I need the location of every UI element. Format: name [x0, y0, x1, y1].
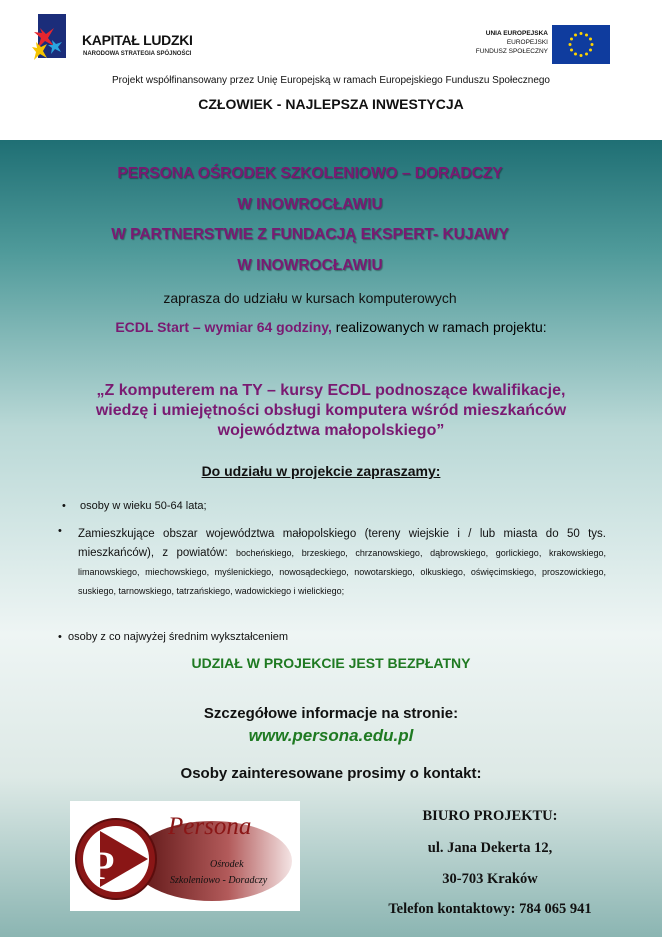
header — [0, 0, 662, 140]
svg-text:P: P — [90, 843, 115, 888]
org-line-3: W PARTNERSTWIE Z FUNDACJĄ EKSPERT- KUJAWY — [111, 226, 509, 243]
invite-heading: Do udziału w projekcie zapraszamy: — [201, 463, 441, 479]
ecdl-rest: realizowanych w ramach projektu: — [331, 319, 547, 335]
ecdl-highlight: ECDL Start – wymiar 64 godziny, — [115, 319, 332, 335]
ecdl-line — [0, 319, 662, 335]
eu-label-line3: FUNDUSZ SPOŁECZNY — [475, 48, 548, 55]
cofinance-note: Projekt współfinansowany przez Unię Europejską w ramach Europejskiego Funduszu Społecznego — [111, 75, 550, 86]
bullet-education — [58, 631, 289, 643]
bullet-age-text: osoby w wieku 50-64 lata; — [80, 500, 207, 512]
bullet-dot-icon: • — [58, 525, 62, 537]
project-title-line-2: wiedzę i umiejętności obsługi komputera wśród mieszkańców — [95, 402, 567, 419]
kapital-ludzki-logo-icon — [32, 14, 66, 62]
bullet-residence-counties: bocheńskiego, brzeskiego, chrzanowskiego, dąbrowskiego, gorlickiego, krakowskiego, limanowskiego, miechowskiego, myślenickiego, nowosądeckiego, nowotarskiego, olkuskiego, oświęcimskiego, proszowickiego, suskiego, tarnowskiego, tatrzańskiego, wadowickiego i wielickiego; — [78, 548, 607, 596]
persona-logo — [70, 801, 300, 911]
kapital-ludzki-title: KAPITAŁ LUDZKI — [82, 32, 193, 48]
bullet-age — [62, 500, 207, 512]
persona-logo-sub1: Ośrodek — [210, 859, 244, 870]
bullet-residence-text: Zamieszkujące obszar województwa małopolskiego (tereny wiejskie i / lub miasta do 50 tys. mieszkańców), z powiatów: — [78, 528, 606, 559]
bullet-dot-icon: • — [58, 631, 62, 643]
eu-flag-icon — [552, 25, 610, 64]
bullet-education-text: osoby z co najwyżej średnim wykształceniem — [68, 631, 289, 643]
project-title-line-1: „Z komputerem na TY – kursy ECDL podnoszące kwalifikacje, — [96, 382, 566, 399]
bullet-residence — [58, 525, 607, 601]
eu-label-line1: UNIA EUROPEJSKA — [485, 30, 548, 37]
eu-label — [476, 29, 548, 56]
office-title: BIURO PROJEKTU: — [422, 808, 558, 824]
slogan: CZŁOWIEK - NAJLEPSZA INWESTYCJA — [198, 96, 464, 112]
persona-logo-name: Persona — [168, 813, 252, 840]
info-label: Szczegółowe informacje na stronie: — [203, 705, 459, 722]
eu-label-line2: EUROPEJSKI — [506, 39, 548, 46]
org-line-4: W INOWROCŁAWIU — [237, 257, 383, 274]
contact-label: Osoby zainteresowane prosimy o kontakt: — [180, 765, 482, 782]
free-participation: UDZIAŁ W PROJEKCIE JEST BEZPŁATNY — [191, 655, 471, 671]
persona-logo-sub2: Szkoleniowo - Doradczy — [170, 875, 268, 886]
office-phone: Telefon kontaktowy: 784 065 941 — [388, 901, 592, 917]
invite-line: zaprasza do udziału w kursach komputerowych — [163, 290, 457, 306]
kapital-ludzki-subtitle: NARODOWA STRATEGIA SPÓJNOŚCI — [83, 51, 192, 57]
website-link[interactable]: www.persona.edu.pl — [248, 726, 414, 745]
org-line-2: W INOWROCŁAWIU — [237, 196, 383, 213]
office-street: ul. Jana Dekerta 12, — [427, 840, 553, 856]
project-title-line-3: województwa małopolskiego” — [217, 422, 445, 439]
bullet-dot-icon: • — [62, 500, 66, 512]
org-line-1: PERSONA OŚRODEK SZKOLENIOWO – DORADCZY — [117, 165, 503, 182]
office-city: 30-703 Kraków — [442, 871, 538, 887]
